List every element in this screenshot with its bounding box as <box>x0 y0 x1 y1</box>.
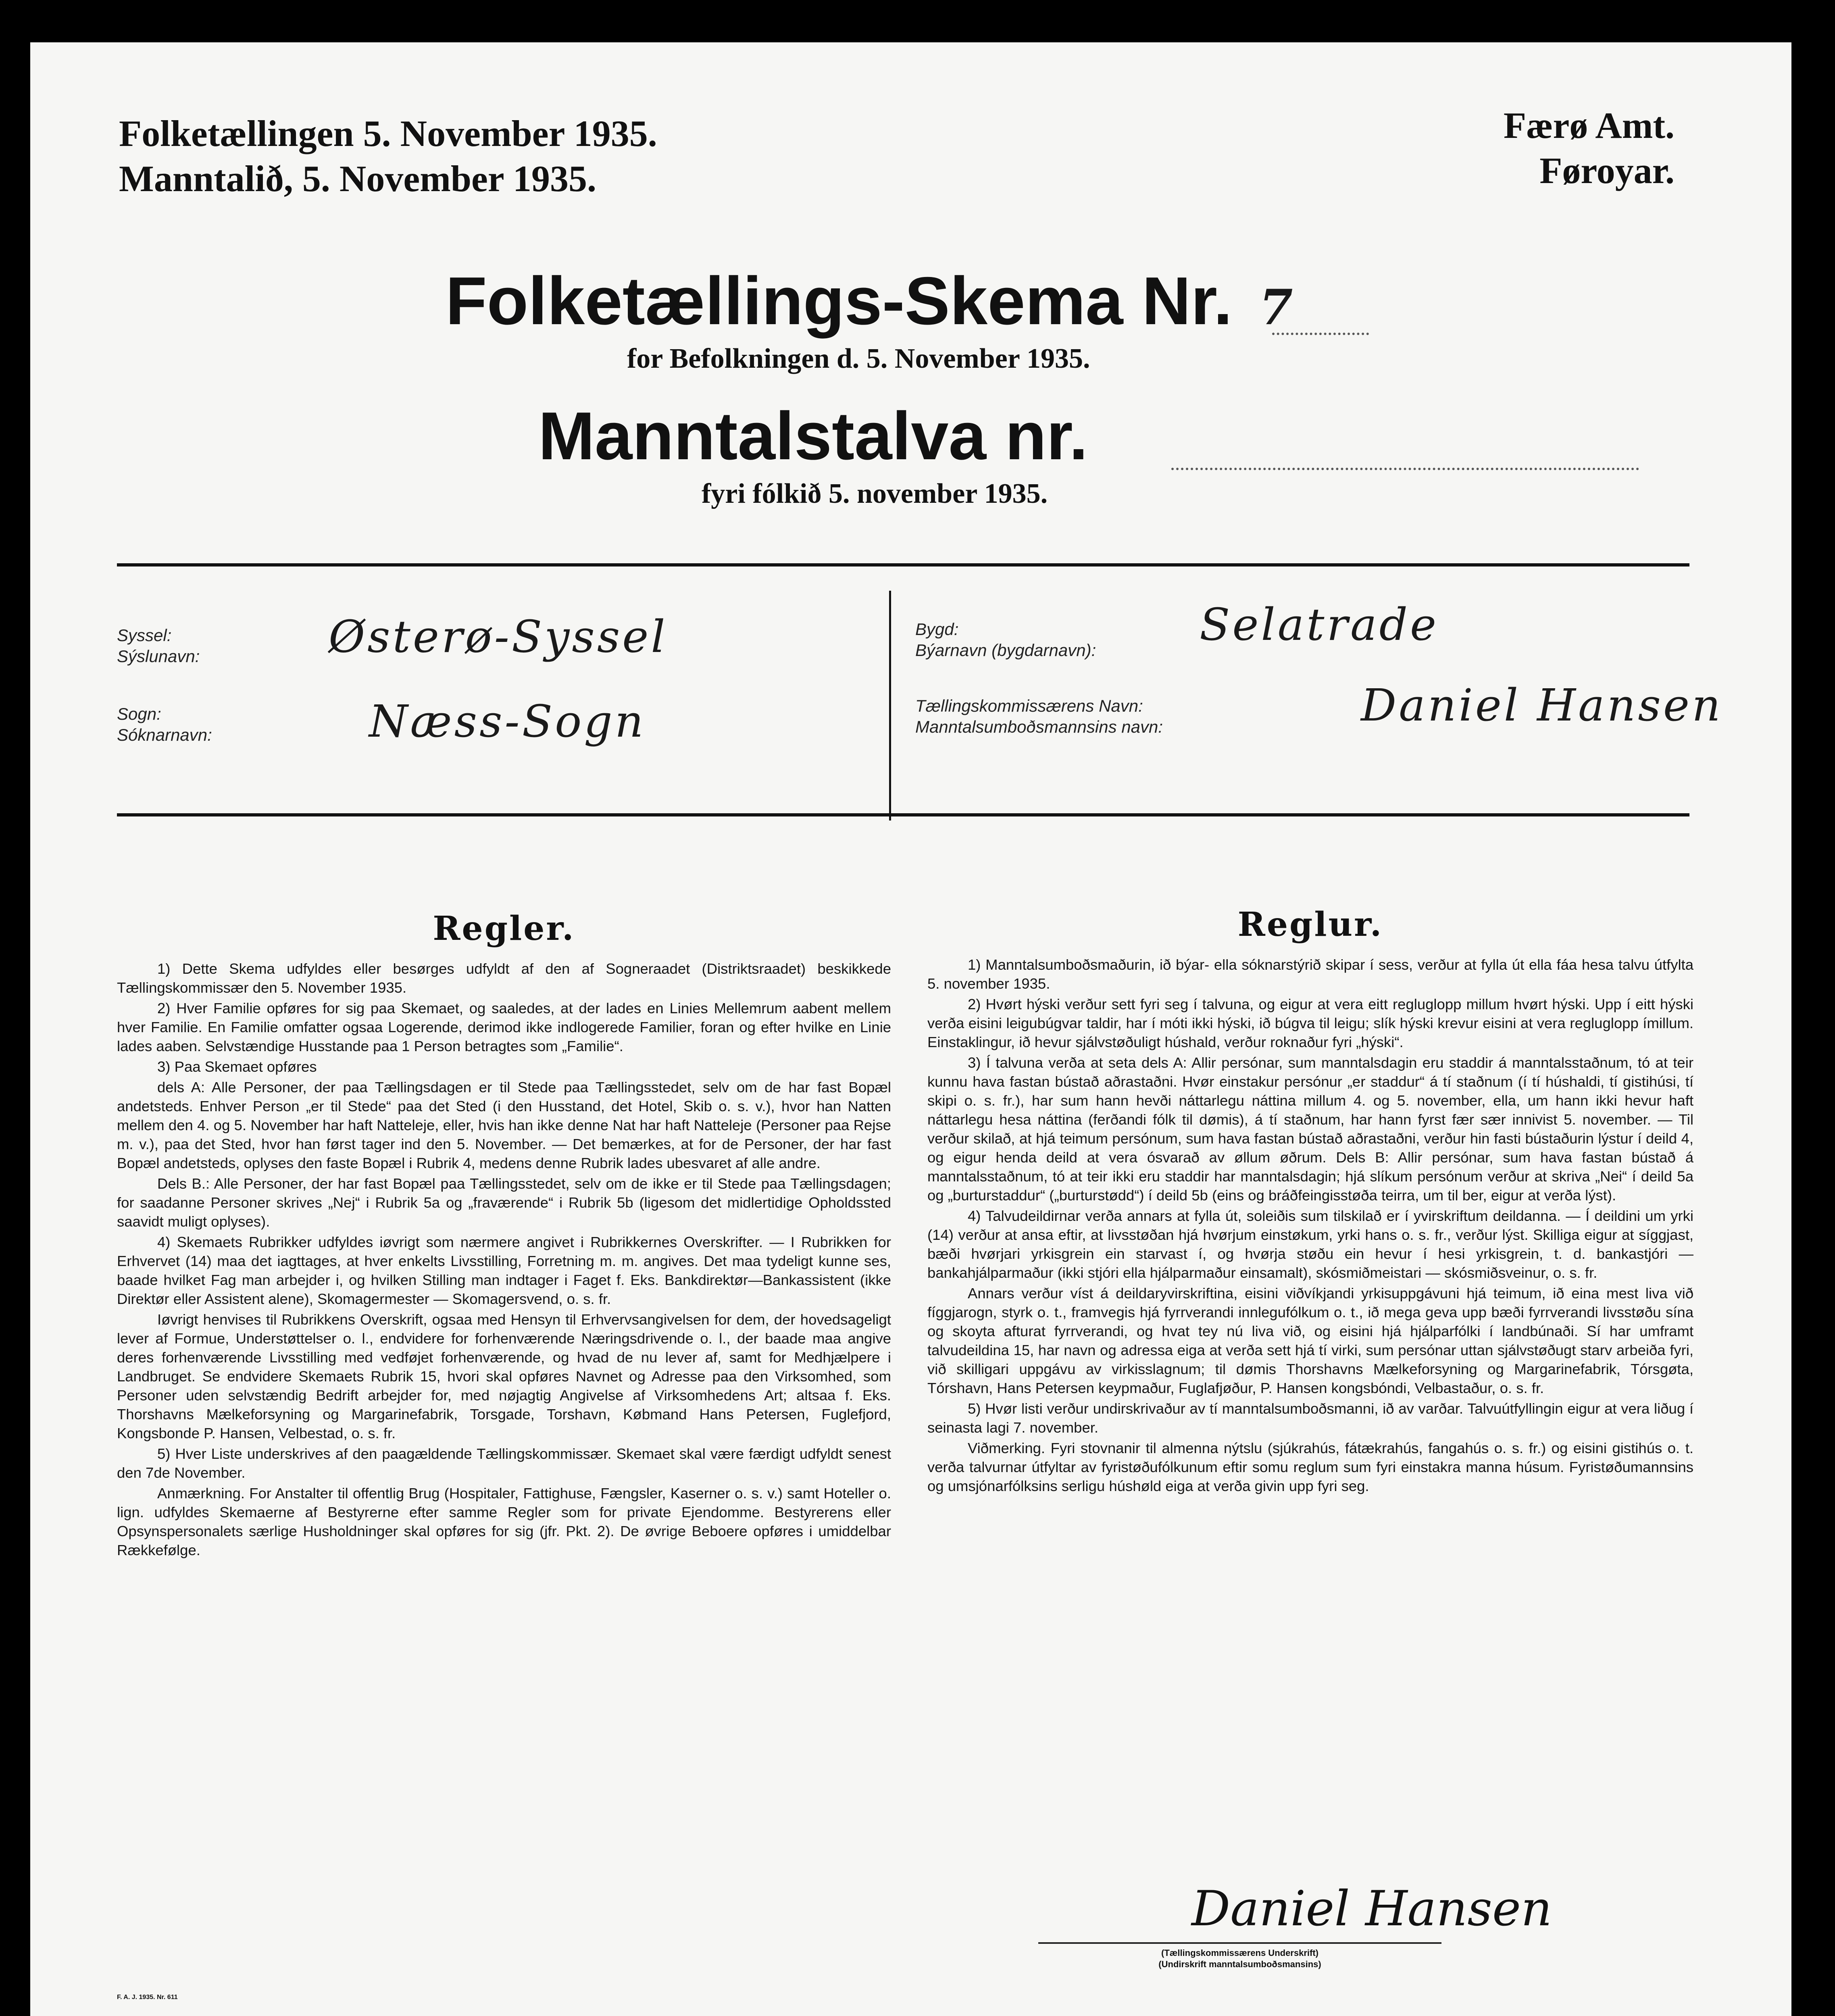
sogn-label <box>117 704 212 746</box>
reglur-note: Viðmerking. Fyri stovnanir til almenna nýtslu (sjúkrahús, fátækrahús, fangahús o. s. fr.) og eisini gistihús o. t. verða talvurnar útfyltar av fyristøðufólkunum eftir somu reglum sum fyri einstakra manna húsum. Fyristøðumannsins og umsjónarfólksins serligu húshøld eiga at verða givin upp fyri seg. <box>927 1440 1693 1494</box>
regler-rule-5: 5) Hver Liste underskrives af den paagældende Tællingskommissær. Skemaet skal være færdigt udfyldt senest den 7de November. <box>117 1445 891 1481</box>
sogn-value: Næss-Sogn <box>369 696 646 747</box>
regler-heading: Regler. <box>433 909 575 948</box>
header-left-line1: Folketællingen 5. November 1935. <box>119 113 657 154</box>
sogn-label-da: Sogn: <box>117 704 161 723</box>
regler-rule-4: 4) Skemaets Rubrikker udfyldes iøvrigt som nærmere angivet i Rubrikkernes Overskrifter. — I Rubrikken for Erhvervet (14) maa det iagttages, at hver enkelts Livsstilling, Forretning m. m. angives. Det maa tydeligt kunne ses, baade hvilket Fag man arbejder i, og hvilken Stilling man indtager i Faget f. Eks. Bankdirektør—Bankassistent (ikke Direktør eller Assistent alene), Skomagermester — Skomagersvend, o. s. fr. <box>117 1234 891 1307</box>
form-subtitle-danish: for Befolkningen d. 5. November 1935. <box>627 343 1090 374</box>
form-title-danish <box>446 262 1295 340</box>
signature-handwritten: Daniel Hansen <box>1191 1881 1552 1937</box>
syssel-label-da: Syssel: <box>117 626 172 645</box>
form-subtitle-faroese: fyri fólkið 5. november 1935. <box>702 478 1048 509</box>
manntal-number-dotted-line <box>1171 468 1639 470</box>
print-code: F. A. J. 1935. Nr. 611 <box>117 1994 178 2001</box>
regler-rule-3a: dels A: Alle Personer, der paa Tællingsdagen er til Stede paa Tællingsstedet, selv om de har fast Bopæl andetsteds. Enhver Person „er til Stede“ paa det Sted (i den Husstand, det Hotel, Skib o. s. v.), hvor han Natten mellem den 4. og 5. November har haft Natteleje, eller, hvis han ikke denne Nat har haft Natteleje (Personer paa Rejse m. v.), paa det Sted, hvor han først tager ind den 5. November. — Det bemærkes, at for de Personer, der har fast Bopæl andetsteds, oplyses den faste Bopæl i Rubrik 4, medens denne Rubrik lades ubesvaret af alle andre. <box>117 1079 891 1171</box>
signature-caption-fo: (Undirskrift manntalsumboðsmansins) <box>1158 1959 1321 1969</box>
reglur-heading: Reglur. <box>1237 905 1383 944</box>
syssel-label-fo: Sýslunavn: <box>117 647 200 666</box>
regler-rule-3b: Dels B.: Alle Personer, der har fast Bopæl paa Tællingsstedet, selv om de ikke er til Stede paa Tællingsdagen; for saadanne Personer skrives „Nej“ i Rubrik 5a og „fraværende“ i Rubrik 5b (ligesom det midlertidige Opholdssted saavidt muligt oplyses). <box>117 1175 891 1230</box>
reglur-rule-4: 4) Talvudeildirnar verða annars at fylla út, soleiðis sum tilskilað er í yvirskriftum deildanna. — Í deildini um yrki (14) verður at ansa eftir, at livsstøðan hjá hvørjum einstøkum, yrki hans o. s. fr., verður lýst. Skilliga eigur at síggjast, bæði hvørjari yrkisgrein ein starvast í, og hvørja støðu ein hevur í hesi yrkisgrein, t. d. bankastjóri — bankahjálparmaður (ikki stjóri ella hjálparmaður einsamalt), skósmiðmeistari — skósmiðsveinur, o. s. fr. <box>927 1208 1693 1281</box>
signature-caption <box>1038 1947 1441 1970</box>
bygd-label <box>915 619 1096 661</box>
syssel-value: Østerø-Syssel <box>329 611 668 662</box>
form-number-handwritten: 7 <box>1259 279 1296 336</box>
form-title-danish-text: Folketællings-Skema Nr. <box>446 263 1233 339</box>
bygd-label-fo: Býarnavn (bygdarnavn): <box>915 641 1096 660</box>
field-block-top-rule <box>117 563 1689 566</box>
sogn-label-fo: Sóknarnavn: <box>117 725 212 744</box>
reglur-rule-2: 2) Hvørt hýski verður sett fyri seg í talvuna, og eigur at vera eitt regluglopp millum hvørt hýski. Upp í eitt hýski verða eisini leigubúgvar taldir, har í móti ikki hýski, ið búgva til leigu; slík hýski krevur eisini at vera regluglopp ímillum. Einstaklingur, ið hevur sjálvstøðuligt húshald, verður roknaður fyri „hýski“. <box>927 996 1693 1050</box>
reglur-rule-4b: Annars verður víst á deildaryvirskriftina, eisini viðvíkjandi yrkisuppgávuni hjá teimum, ið eina mest liva við fíggjarogn, styrk o. t., framvegis hjá fyrrverandi innlegufólkum o. t., ið mega geva upp bæði fyrrverandi livsstøðu sína og skoyta afturat fyrrverandi, og hvat tey nú liva við, og eisini hjá hjálparfólki í landbúnaði. Sí har umframt talvudeildina 15, har navn og adressa eiga at verða sett hjá tí virki, sum persónar uttan sjálvstøðugt starv arbeiða fyri, við skilligari uppgávu av virkisslagnum; til dømis Thorshavns Mælkeforsyning og Margarinefabrik, Tórsgøta, Tórshavn, Hans Petersen keypmaður, Fuglafjøður, P. Hansen kongsbóndi, Velbastaður, o. s. fr. <box>927 1285 1693 1396</box>
regler-rule-2: 2) Hver Familie opføres for sig paa Skemaet, og saaledes, at der lades en Linies Mellemrum aabent mellem hver Familie. En Familie omfatter ogsaa Logerende, derimod ikke indlogerede Familier, foran og efter hvilke en Linie lades aaben. Selvstændige Husstande paa 1 Person betragtes som „Familie“. <box>117 1000 891 1054</box>
field-block-divider <box>889 591 891 821</box>
form-title-faroese: Manntalstalva nr. <box>538 398 1088 474</box>
header-left-line2: Manntalið, 5. November 1935. <box>119 158 597 199</box>
bygd-value: Selatrade <box>1200 599 1439 650</box>
kommissaer-value: Daniel Hansen <box>1361 679 1723 731</box>
bygd-label-da: Bygd: <box>915 620 959 639</box>
header-right-line1: Færø Amt. <box>1503 105 1675 146</box>
regler-rule-3-head: 3) Paa Skemaet opføres <box>157 1058 317 1075</box>
header-left <box>119 111 657 201</box>
regler-column <box>117 909 891 1561</box>
census-form-page <box>30 42 1791 2016</box>
form-number-dotted-line <box>1272 333 1369 335</box>
signature-line <box>1038 1942 1441 1944</box>
syssel-label <box>117 625 200 667</box>
regler-rule-4b: Iøvrigt henvises til Rubrikkens Overskrift, ogsaa med Hensyn til Erhvervsangivelsen for dem, der hovedsageligt lever af Formue, Understøttelser o. l., endvidere for forhenværende Næringsdrivende o. l., der baade maa angive deres forhenværende Livsstilling med vedføjet forhenværende, og hvad de nu lever af, samt for Medhjælpere i Landbruget. Se endvidere Skemaets Rubrik 15, hvori skal opføres Navnet og Adresse paa den Virksomhed, som Personer uden selvstændig Bedrift arbejder for, med nøjagtig Angivelse af Virksomhedens Art; altsaa f. Eks. Thorshavns Mælkeforsyning og Margarinefabrik, Torsgade, Torshavn, Købmand Hans Petersen, Fuglefjord, Kongsbonde P. Hansen, Velbestad, o. s. fr. <box>117 1311 891 1441</box>
regler-note: Anmærkning. For Anstalter til offentlig Brug (Hospitaler, Fattighuse, Fængsler, Kaserner o. s. v.) samt Hoteller o. lign. udfyldes Skemaerne af Bestyrerne efter samme Regler som for private Ejendomme. Bestyrerens eller Opsynspersonalets særlige Husholdninger skal opføres for sig (jfr. Pkt. 2). De øvrige Beboere opføres i umiddelbar Rækkefølge. <box>117 1485 891 1558</box>
reglur-rule-5: 5) Hvør listi verður undirskrivaður av tí manntalsumboðsmanni, ið av varðar. Talvuútfyllingin eigur at vera liðug í seinasta lagi 7. november. <box>927 1400 1693 1436</box>
signature-caption-da: (Tællingskommissærens Underskrift) <box>1161 1948 1318 1958</box>
kommissaer-label-fo: Manntalsumboðsmannsins navn: <box>915 717 1163 736</box>
kommissaer-label <box>915 696 1163 737</box>
reglur-column <box>927 905 1693 1497</box>
field-block-bottom-rule <box>117 813 1689 816</box>
reglur-rule-1: 1) Manntalsumboðsmaðurin, ið býar- ella sóknarstýrið skipar í sess, verður at fylla út ella fáa hesa talvu útfylta 5. november 1935. <box>927 956 1693 992</box>
reglur-rule-3: 3) Í talvuna verða at seta dels A: Allir persónar, sum manntalsdagin eru staddir á manntalsstaðnum, tó at teir kunnu hava fastan bústað aðrastaðni. Hvør einstakur persónur „er staddur“ á tí staðnum (í tí húshaldi, tí gistihúsi, tí skipi o. s. fr.), har sum hann hevði náttarlegu náttina millum 4. og 5. november, ella, um hann ikki hevur haft náttarlegu hesa náttina (ferðandi fólk til dømis), á tí staðnum, har hann fyrst fær sær innivist 5. november. — Til verður skilað, at hjá teimum persónum, sum hava fastan bústað aðrastaðni, verður hin fasti bústaðurin lýstur í deild 4, og eigur henda deild at vera ósvarað av øllum øðrum. Dels B: Allir persónar, sum hava fastan bústað á manntalsstaðnum, tó at teir ikki eru staddir har manntalsdagin; hjá slíkum persónum verður at skriva „Nei“ í deild 5a og „burturstaddur“ („burturstødd“) í deild 5b (eins og bráðfeingisstøða teirra, um til ber, eigur at verða lýst). <box>927 1054 1693 1204</box>
regler-rule-1: 1) Dette Skema udfyldes eller besørges udfyldt af den af Sogneraadet (Distriktsraadet) beskikkede Tællingskommissær den 5. November 1935. <box>117 960 891 996</box>
kommissaer-label-da: Tællingskommissærens Navn: <box>915 696 1143 715</box>
header-right-line2: Føroyar. <box>1539 150 1675 191</box>
header-right <box>1504 103 1675 193</box>
